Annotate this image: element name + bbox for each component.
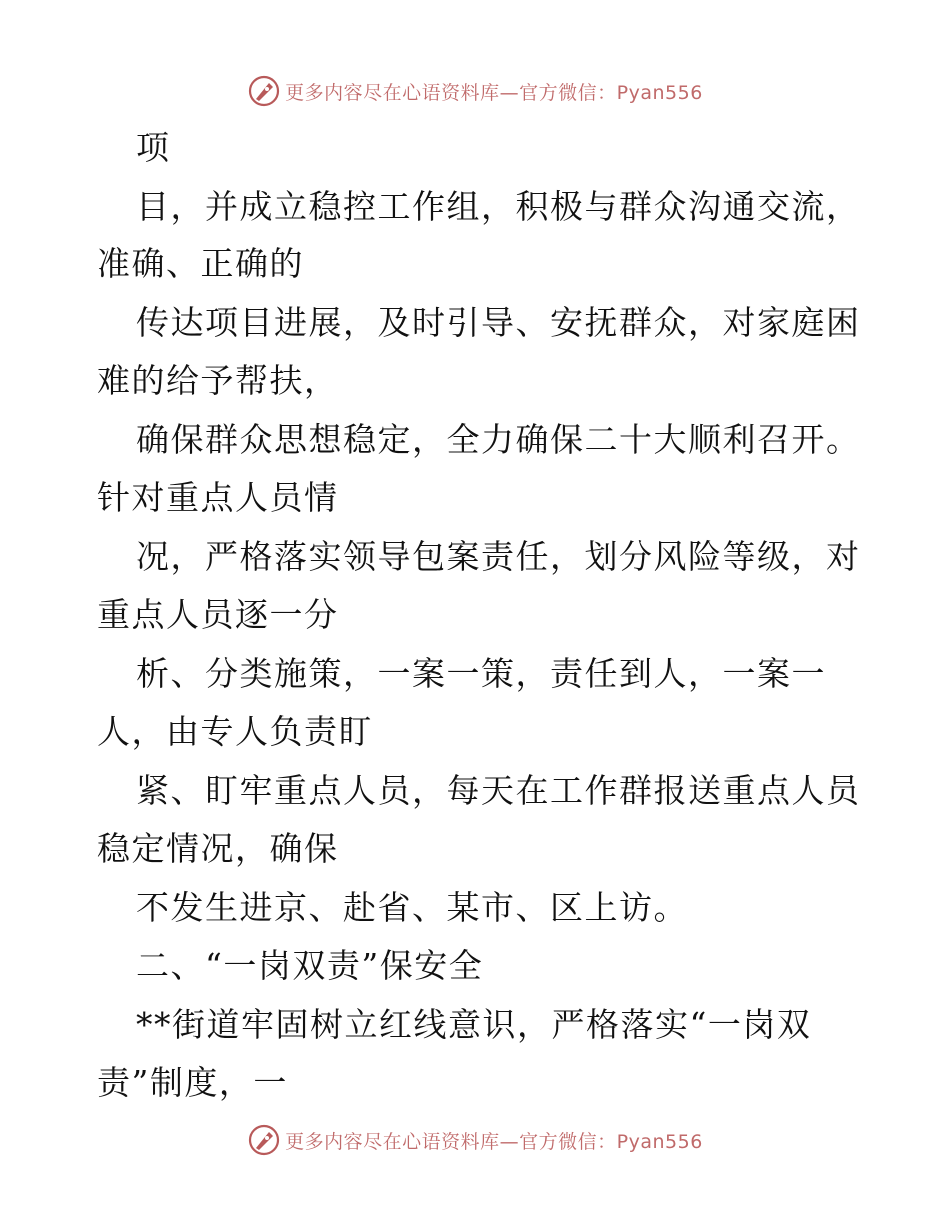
- body-line: 紧、盯牢重点人员，每天在工作群报送重点人员: [136, 771, 861, 810]
- body-line: **街道牢固树立红线意识，严格落实“一岗双: [136, 1005, 812, 1044]
- body-line: 稳定情况，确保: [97, 829, 339, 868]
- footer-watermark: [0, 1120, 950, 1160]
- body-line: 析、分类施策，一案一策，责任到人，一案一: [136, 654, 826, 693]
- body-line: 难的给予帮扶，: [97, 361, 339, 400]
- body-line: 目，并成立稳控工作组，积极与群众沟通交流，: [136, 187, 861, 226]
- fountain-pen-logo-icon: [247, 1123, 281, 1157]
- body-line: 人，由专人负责盯: [97, 712, 373, 751]
- body-line: 项: [136, 128, 171, 167]
- body-line: 准确、正确的: [97, 244, 304, 283]
- body-line: 责”制度，一: [97, 1063, 288, 1102]
- watermark-text: 更多内容尽在心语资料库—官方微信：Pyan556: [285, 81, 703, 104]
- fountain-pen-logo-icon: [247, 74, 281, 108]
- body-line: 不发生进京、赴省、某市、区上访。: [136, 888, 688, 927]
- body-line: 况，严格落实领导包案责任，划分风险等级，对: [136, 537, 861, 576]
- header-watermark: [0, 71, 950, 111]
- section-heading: 二、“一岗双责”保安全: [136, 946, 484, 985]
- body-line: 传达项目进展，及时引导、安抚群众，对家庭困: [136, 303, 861, 342]
- body-line: 确保群众思想稳定，全力确保二十大顺利召开。: [136, 420, 861, 459]
- watermark-text: 更多内容尽在心语资料库—官方微信：Pyan556: [285, 1130, 703, 1153]
- body-line: 针对重点人员情: [97, 478, 339, 517]
- body-line: 重点人员逐一分: [97, 595, 339, 634]
